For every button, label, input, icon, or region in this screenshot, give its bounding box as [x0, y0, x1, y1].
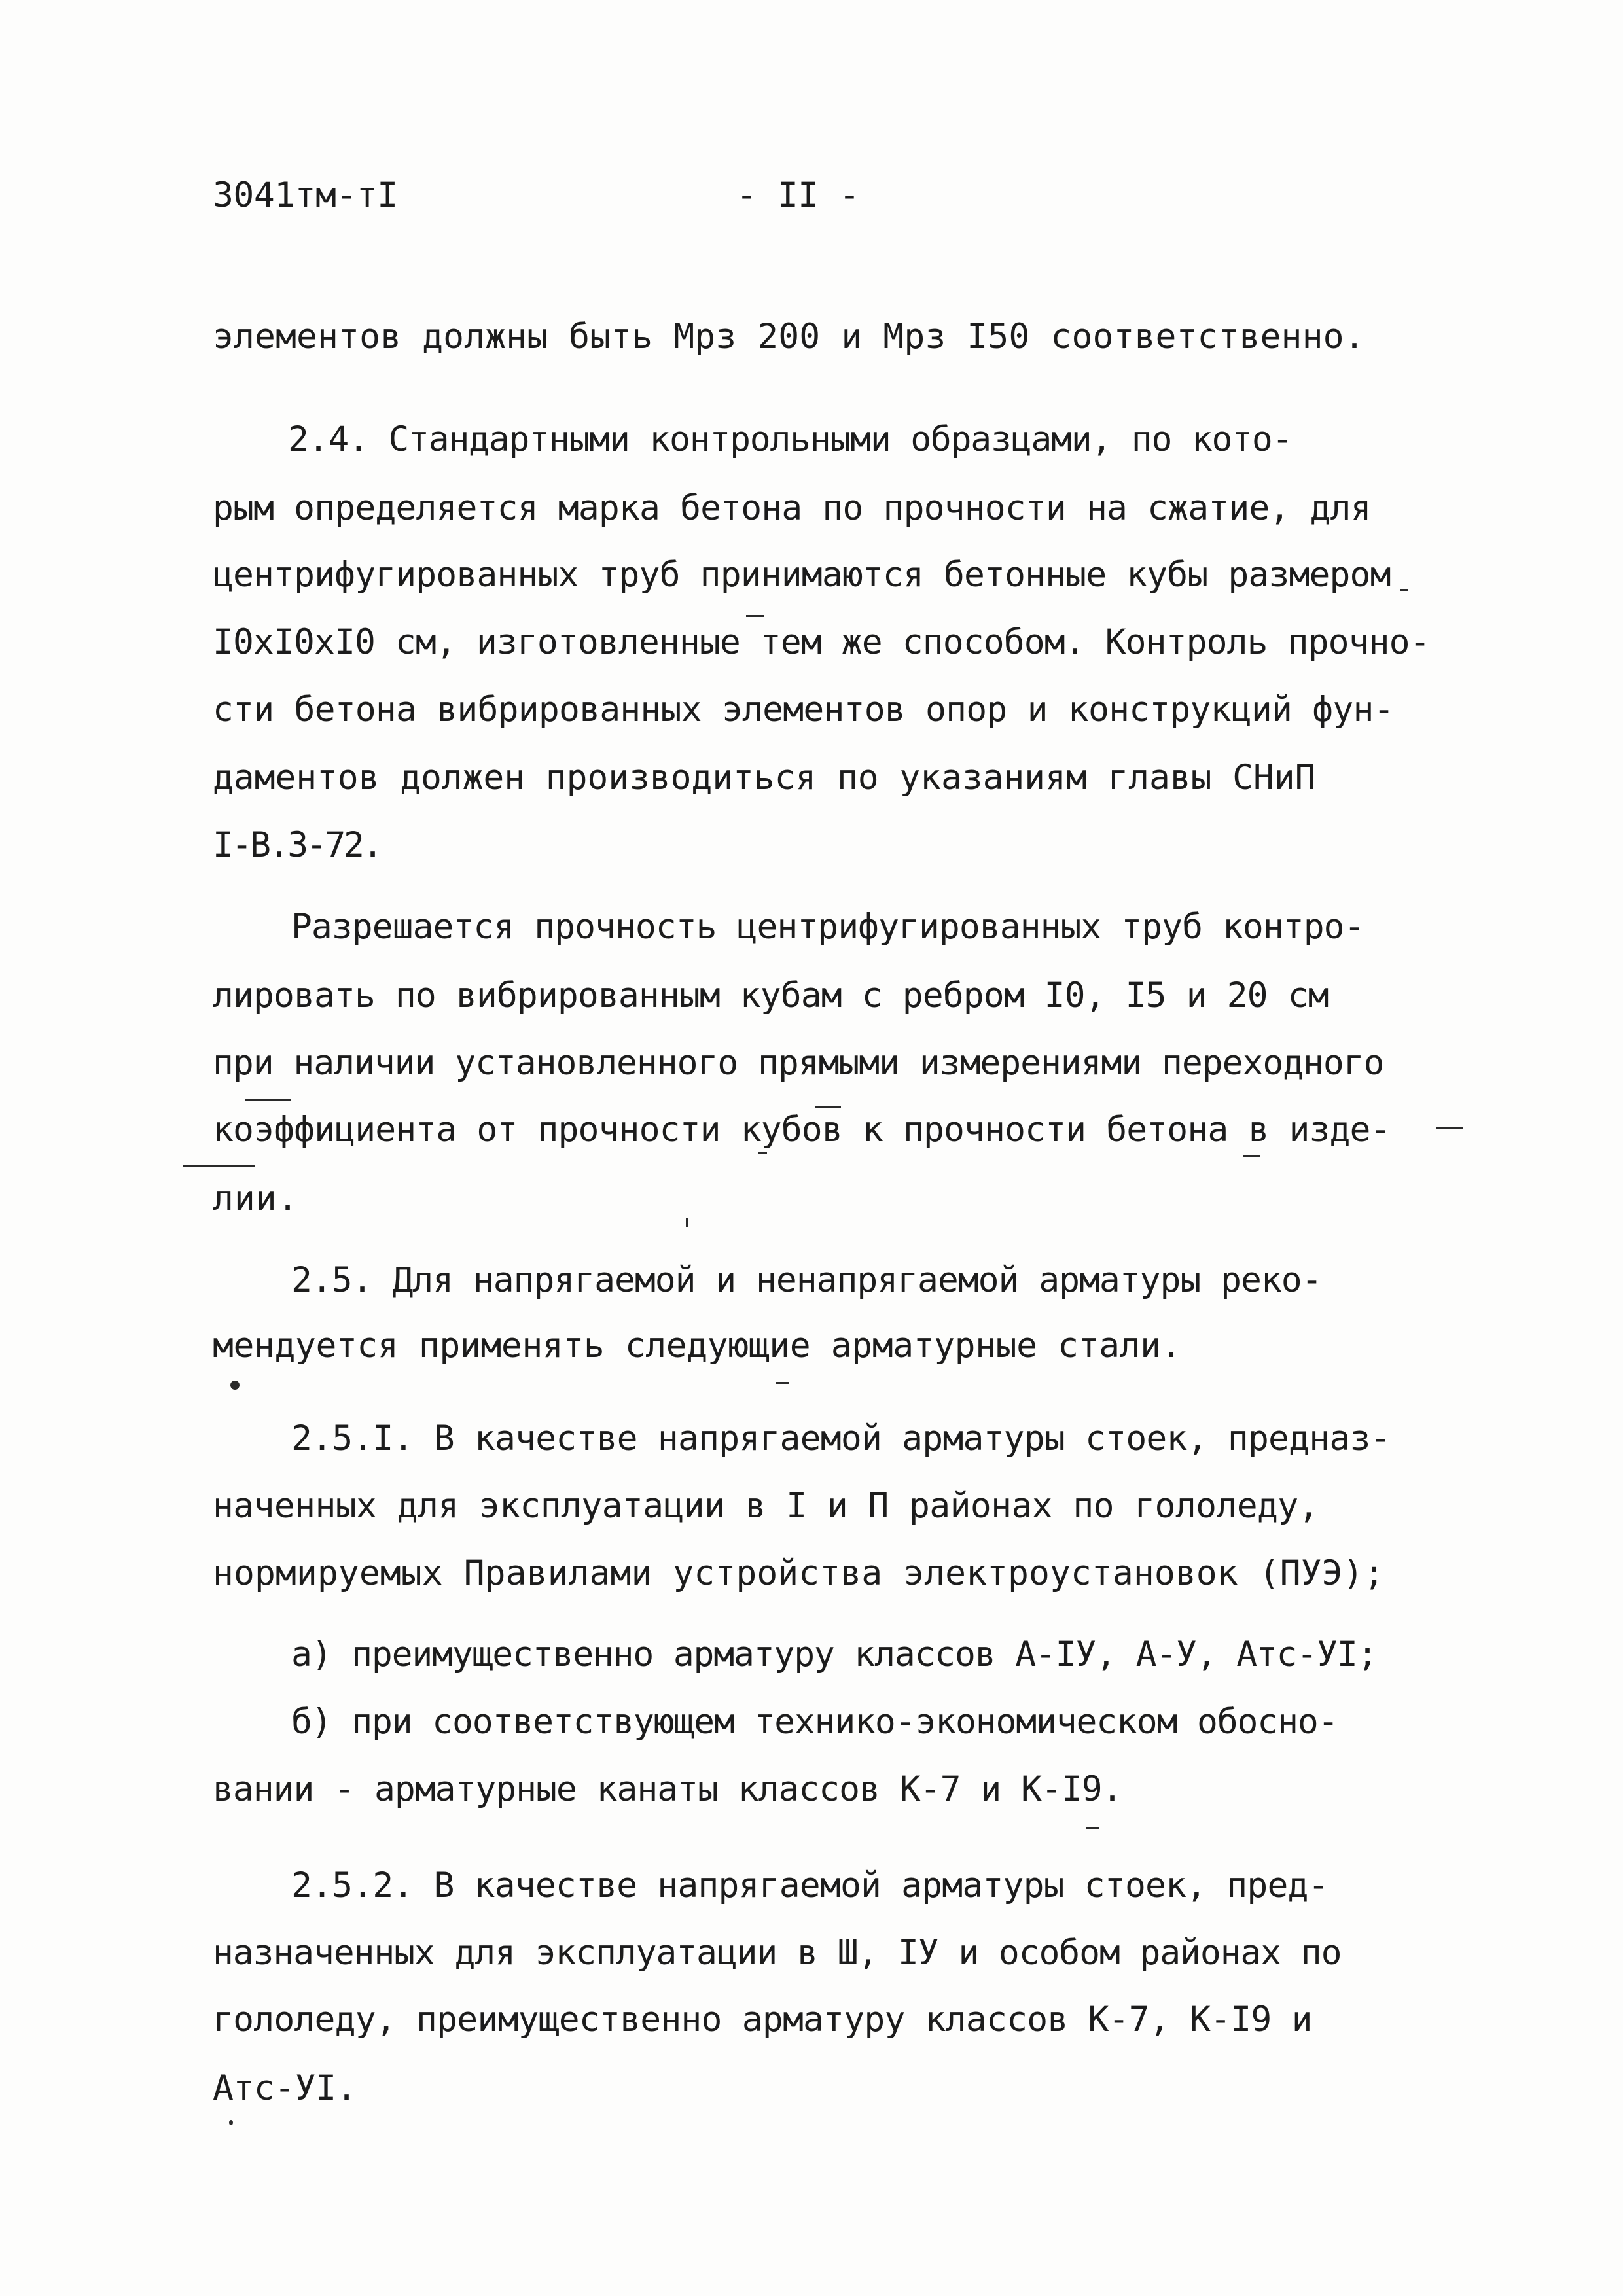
page-number: - II - — [736, 175, 860, 215]
text-line-1: элементов должны быть Мрз 200 и Мрз I50 соответственно. — [213, 317, 1365, 357]
scan-mark — [230, 1381, 240, 1390]
scan-mark — [1243, 1155, 1260, 1157]
text-line-23: назначенных для эксплуатации в Ш, IУ и особом районах по — [213, 1933, 1342, 1973]
scan-mark — [245, 1099, 291, 1101]
text-line-19: а) преимущественно арматуру классов А-IУ, А-У, Атс-УI; — [291, 1634, 1378, 1674]
scan-mark — [746, 615, 764, 617]
text-line-14: 2.5. Для напрягаемой и ненапрягаемой арматуры реко- — [291, 1260, 1322, 1300]
scan-mark — [1400, 589, 1408, 591]
text-line-10: лировать по вибрированным кубам с ребром I0, I5 и 20 см — [213, 976, 1329, 1016]
text-line-15: мендуется применять следующие арматурные стали. — [213, 1326, 1182, 1366]
scan-mark — [758, 1152, 767, 1154]
text-line-7: даментов должен производиться по указаниям главы СНиП — [213, 758, 1316, 798]
text-line-20: б) при соответствующем технико-экономическом обосно- — [291, 1702, 1338, 1742]
scan-mark — [1436, 1127, 1463, 1129]
text-line-16: 2.5.I. В качестве напрягаемой арматуры стоек, предназ- — [291, 1419, 1391, 1458]
text-line-3: рым определяется марка бетона по прочности на сжатие, для — [213, 488, 1371, 528]
scan-mark — [229, 2120, 233, 2125]
text-line-11: при наличии установленного прямыми измерениями переходного — [213, 1043, 1384, 1083]
text-line-21: вании - арматурные канаты классов К-7 и К-I9. — [213, 1769, 1122, 1809]
text-line-17: наченных для эксплуатации в I и П районах по гололеду, — [213, 1486, 1319, 1526]
scan-mark — [776, 1382, 789, 1384]
text-line-6: сти бетона вибрированных элементов опор и конструкций фун- — [213, 690, 1394, 730]
scan-mark — [815, 1106, 841, 1108]
text-line-25: Атс-УI. — [213, 2068, 357, 2108]
text-line-22: 2.5.2. В качестве напрягаемой арматуры стоек, пред- — [291, 1865, 1329, 1905]
scan-mark — [1086, 1827, 1099, 1829]
text-line-18: нормируемых Правилами устройства электроустановок (ПУЭ); — [213, 1553, 1385, 1593]
text-line-24: гололеду, преимущественно арматуру классов К-7, К-I9 и — [213, 2000, 1312, 2040]
text-line-4: центрифугированных труб принимаются бетонные кубы размером — [213, 555, 1391, 595]
text-line-8: I-B.3-72. — [213, 825, 382, 865]
scan-mark — [183, 1165, 255, 1167]
text-line-9: Разрешается прочность центрифугированных труб контро- — [291, 907, 1364, 947]
scan-mark — [686, 1218, 688, 1227]
document-code: 3041тм-тI — [213, 175, 398, 215]
text-line-2: 2.4. Стандартными контрольными образцами, по кото- — [288, 419, 1293, 459]
text-line-5: I0xI0xI0 см, изготовленные тем же способом. Контроль прочно- — [213, 622, 1430, 662]
text-line-12: коэффициента от прочности кубов к прочности бетона в изде- — [213, 1110, 1391, 1150]
text-line-13: лии. — [213, 1178, 299, 1218]
